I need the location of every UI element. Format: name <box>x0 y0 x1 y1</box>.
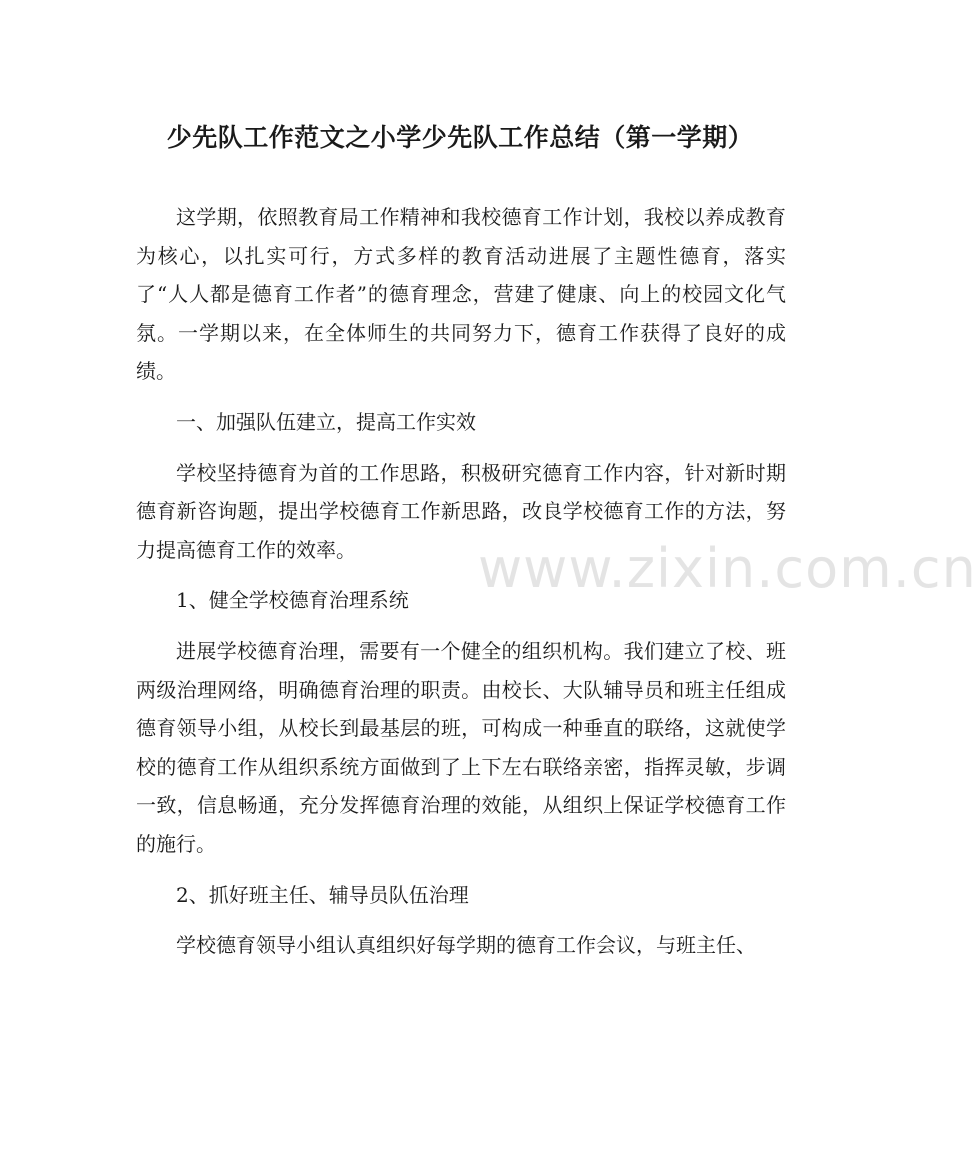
paragraph-subsection-1: 进展学校德育治理，需要有一个健全的组织机构。我们建立了校、班两级治理网络，明确德育治理的职责。由校长、大队辅导员和班主任组成德育领导小组，从校长到最基层的班，可构成一种垂直的联络，这就使学校的德育工作从组织系统方面做到了上下左右联络亲密，指挥灵敏，步调一致，信息畅通，充分发挥德育治理的效能，从组织上保证学校德育工作的施行。 <box>136 638 786 856</box>
watermark: www.zixin.com.cn <box>478 537 977 600</box>
paragraph-intro: 这学期，依照教育局工作精神和我校德育工作计划，我校以养成教育为核心，以扎实可行，方式多样的教育活动进展了主题性德育，落实了“人人都是德育工作者”的德育理念，营建了健康、向上的校园文化气氛。一学期以来，在全体师生的共同努力下，德育工作获得了良好的成绩。 <box>136 205 786 384</box>
section-heading-1: 一、加强队伍建立，提高工作实效 <box>176 409 476 434</box>
paragraph-subsection-2: 学校德育领导小组认真组织好每学期的德育工作会议，与班主任、 <box>176 933 756 958</box>
paragraph-section-1: 学校坚持德育为首的工作思路，积极研究德育工作内容，针对新时期德育新咨询题，提出学校德育工作新思路，改良学校德育工作的方法，努力提高德育工作的效率。 <box>136 460 786 562</box>
subsection-heading-1: 1、健全学校德育治理系统 <box>176 588 409 613</box>
subsection-heading-2: 2、抓好班主任、辅导员队伍治理 <box>176 882 469 907</box>
document-title: 少先队工作范文之小学少先队工作总结（第一学期） <box>166 123 754 152</box>
